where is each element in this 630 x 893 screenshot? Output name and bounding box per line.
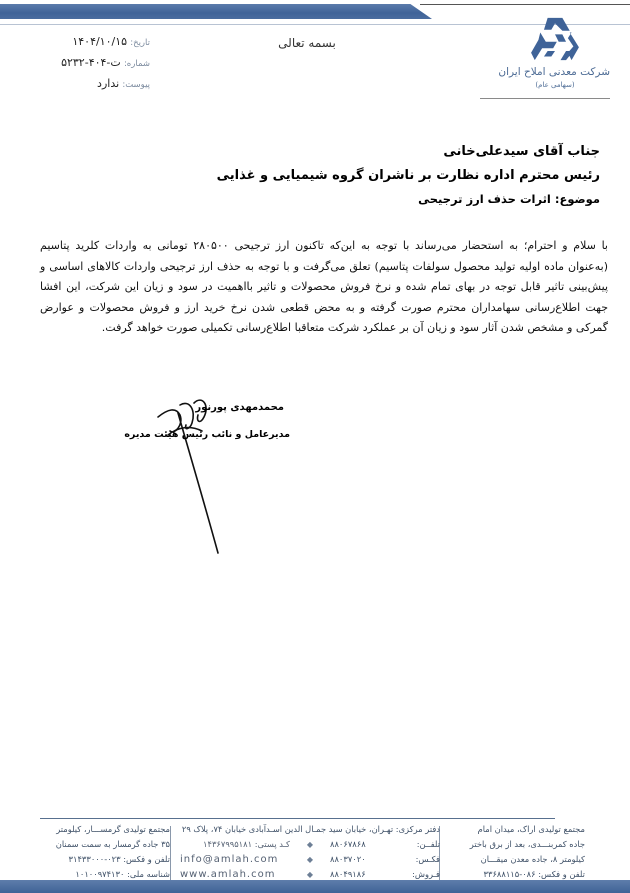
company-name: شرکت معدنی املاح ایران: [498, 66, 610, 78]
footer-arak-address: [455, 822, 585, 882]
email-link[interactable]: info@amlah.com: [180, 854, 279, 865]
sales-label: فـروش:: [412, 869, 440, 879]
meta-attachment: [30, 76, 150, 97]
subject-line: [200, 188, 600, 210]
addressee-block: [200, 140, 600, 210]
footer-text: جاده کمربنـــدی، بعد از برق باختر: [469, 839, 585, 849]
fax-label: فکـس:: [415, 854, 440, 864]
basmala: بسمه تعالی: [278, 36, 336, 50]
meta-number-label: شماره:: [123, 59, 150, 69]
recipient-title: رئیس محترم اداره نظارت بر ناشران گروه شیمیایی و غذایی: [216, 168, 600, 183]
footer-divider: [170, 826, 171, 882]
bullet-icon: ◆: [306, 855, 314, 864]
bullet-icon: ◆: [306, 870, 314, 879]
footer-contact-row: [174, 837, 440, 852]
postal-code: کـد پستی: ۱۴۳۶۷۹۹۵۱۸۱: [203, 839, 290, 849]
footer-rule: [40, 818, 555, 819]
meta-number-value: ت-۴۰۴-۵۲۳۲: [61, 56, 121, 69]
footer-text: کیلومتر ۸، جاده معدن میقـــان: [480, 854, 585, 864]
meta-date: [30, 34, 150, 55]
letter-body: با سلام و احترام؛ به استحضار می‌رساند با توجه به این‌که تاکنون ارز ترجیحی ۲۸۰۵۰۰ تومانی به واردات کلرید پتاسیم (به‌عنوان ماده اولیه تولید محصول سولفات پتاسیم) تعلق می‌گرفت و با توجه به حذف ارز ترجیحی واردات کالاهای اساسی و پیش‌بینی تاثیر قابل توجه در بهای تمام شده و نرخ فروش محصولات و تاثیر بااهمیت در سود و زیان این شرکت، این افشا جهت اطلاع‌رسانی سهامداران محترم صورت گرفته و به محض قطعی شدن نرخ خرید ارز و فروش محصولات و عوارض گمرکی و مشخص شدن آثار سود و زیان آن بر عملکرد شرکت متعاقبا اطلاع‌رسانی تکمیلی صورت خواهد گرفت.: [40, 239, 608, 334]
company-logo-block: [500, 16, 610, 89]
phone-label: تلفــن:: [416, 839, 440, 849]
sales-value: ۸۸۰۴۹۱۸۶: [330, 869, 366, 879]
signatory-title: مدیرعامل و نائب رئیس هیئت مدیره: [124, 429, 290, 440]
company-type: (سهامی عام): [535, 81, 575, 89]
letter-meta: [30, 34, 150, 97]
logo-rule: [480, 98, 610, 99]
footer-text: مجتمع تولیدی گرمســـار، کیلومتر: [56, 824, 170, 834]
footer-garmsar-address: [40, 822, 170, 882]
subject-text: اثرات حذف ارز ترجیحی: [418, 192, 551, 206]
footer-text: شناسه ملی: ۱۰۱۰۰۹۷۴۱۳۰: [75, 869, 170, 879]
meta-attachment-value: ندارد: [97, 77, 120, 90]
phone-value: ۸۸۰۶۷۸۶۸: [330, 839, 366, 849]
company-logo-icon: [527, 16, 583, 62]
footer-band: [0, 880, 630, 893]
meta-date-value: ۱۴۰۴/۱۰/۱۵: [72, 35, 128, 48]
footer-text: مجتمع تولیدی اراک، میدان امام: [477, 824, 585, 834]
meta-number: [30, 55, 150, 76]
footer-text: تلفن و فکس: ۰۲۳-۳۱۴۳۳۰۰۰: [68, 854, 170, 864]
footer-head-office: [174, 822, 440, 882]
subject-label: موضوع:: [554, 192, 600, 206]
fax-value: ۸۸۰۳۷۰۲۰: [330, 854, 366, 864]
website-link[interactable]: www.amlah.com: [180, 869, 276, 880]
signature-block: [124, 400, 290, 446]
signatory-name: محمدمهدی پورنور: [195, 402, 284, 413]
head-office-address: دفتر مرکزی: تهـران، خیابان سید جمـال الدین اسـدآبادی خیابان ۷۴، پلاک ۲۹: [181, 824, 440, 834]
header-band: [0, 4, 432, 19]
meta-attachment-label: پیوست:: [122, 80, 150, 90]
recipient-name: جناب آقای سیدعلی‌خانی: [443, 144, 600, 159]
letterhead-footer: [0, 822, 630, 880]
footer-text: ۳۵ جاده گرمسار به سمت سمنان: [55, 839, 170, 849]
meta-date-label: تاریخ:: [130, 38, 150, 48]
bullet-icon: ◆: [306, 840, 314, 849]
footer-contact-row: [174, 852, 440, 867]
header-rule: [420, 4, 630, 5]
footer-text: تلفن و فکس: ۰۸۶-۳۳۶۸۸۱۱۵: [483, 869, 585, 879]
